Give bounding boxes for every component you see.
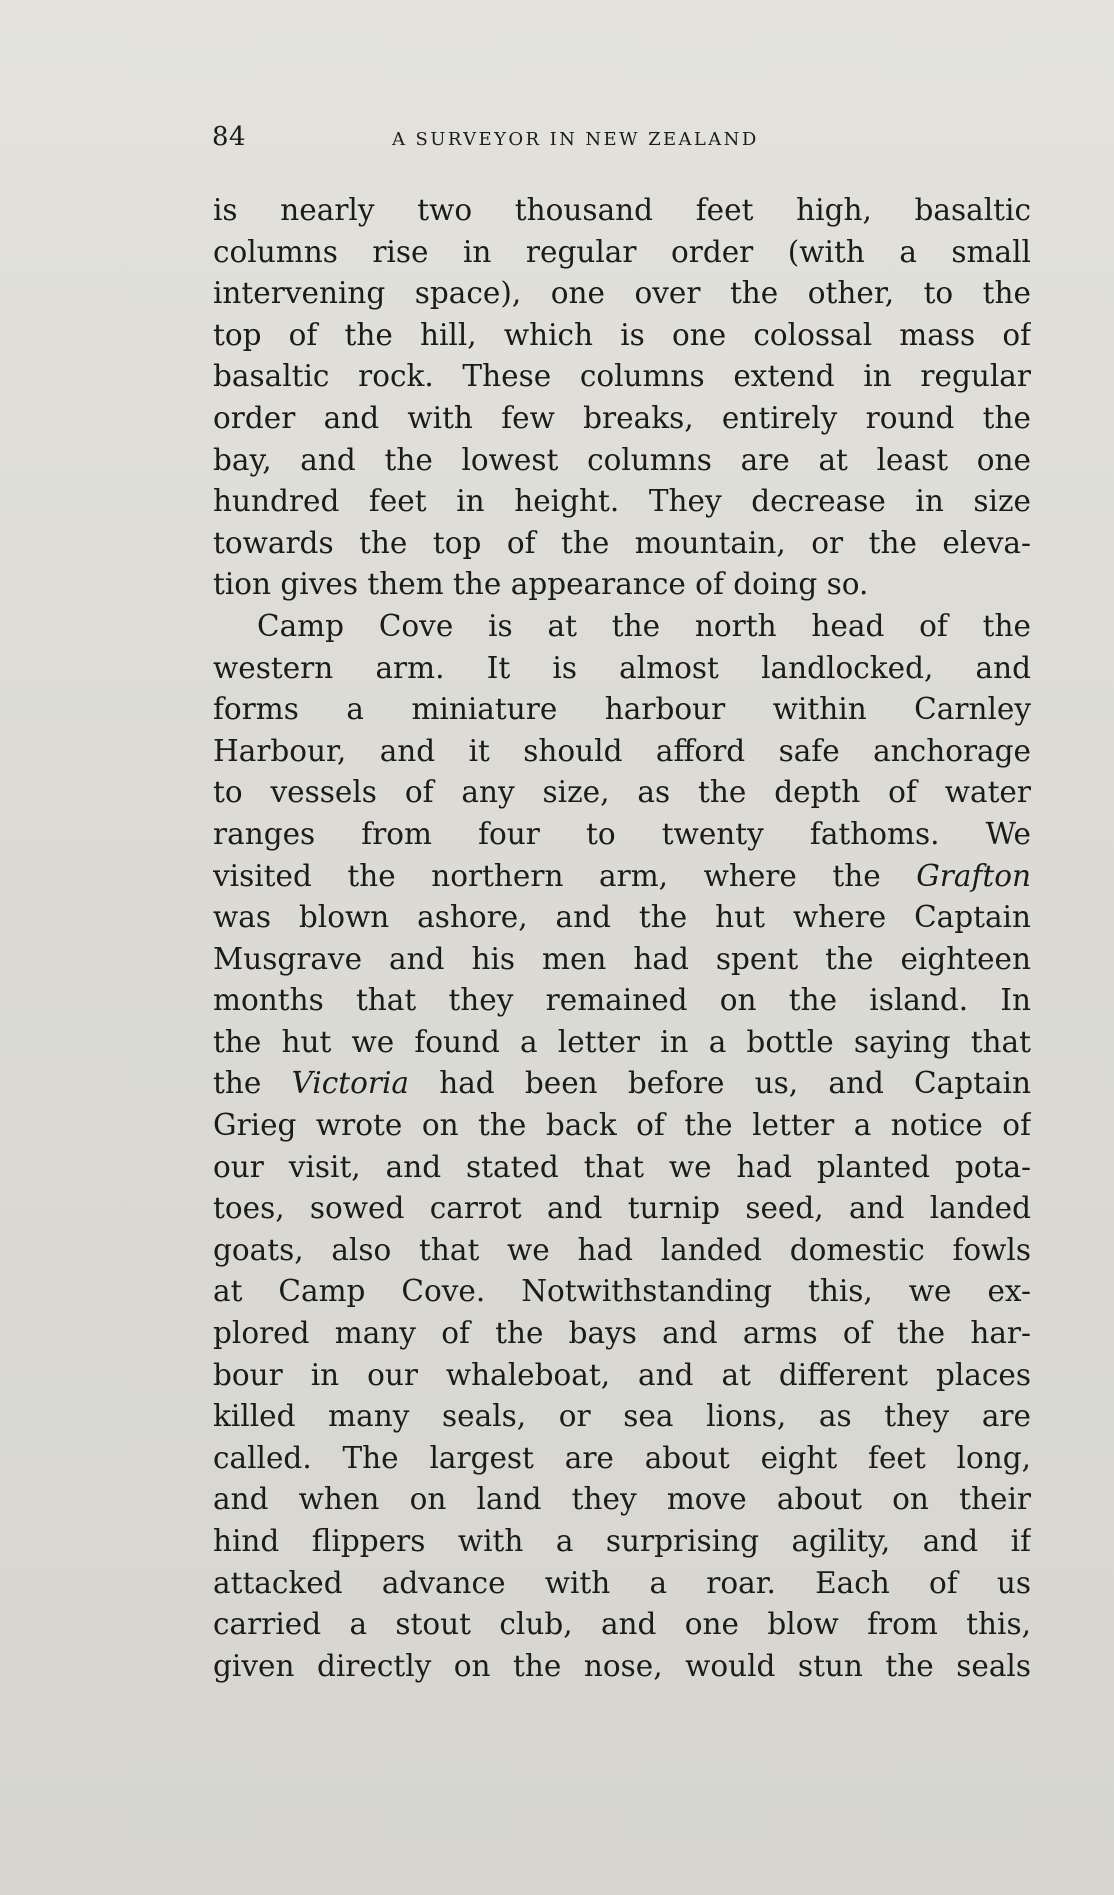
text-line: Musgrave and his men had spent the eighteen (213, 941, 1031, 976)
line-text: visited the northern arm, where the (213, 858, 881, 893)
text-line: order and with few breaks, entirely round the (213, 400, 1031, 435)
text-line: Camp Cove is at the north head of the (257, 608, 1031, 643)
text-line: called. The largest are about eight feet long, (213, 1440, 1031, 1475)
text-line: and when on land they move about on their (213, 1482, 1031, 1517)
text-line: our visit, and stated that we had planted pota- (213, 1149, 1031, 1184)
text-line: towards the top of the mountain, or the eleva- (213, 525, 1031, 560)
text-line (213, 1063, 1031, 1105)
text-line: plored many of the bays and arms of the har- (213, 1316, 1031, 1351)
text-line: tion gives them the appearance of doing so. (213, 567, 869, 602)
text-line: killed many seals, or sea lions, as they are (213, 1399, 1031, 1434)
text-line: Harbour, and it should afford safe anchorage (213, 733, 1031, 768)
line-text: had been before us, and Captain (439, 1066, 1031, 1101)
text-line: columns rise in regular order (with a small (213, 234, 1031, 269)
text-line (213, 856, 1031, 898)
text-line: months that they remained on the island. In (213, 983, 1031, 1018)
text-line: bay, and the lowest columns are at least one (213, 442, 1031, 477)
text-line: top of the hill, which is one colossal mass of (213, 317, 1031, 352)
text-line: carried a stout club, and one blow from this, (213, 1607, 1031, 1642)
text-line: hind flippers with a surprising agility, and if (213, 1524, 1031, 1558)
page-header (212, 122, 852, 162)
text-line: was blown ashore, and the hut where Captain (213, 900, 1031, 935)
ship-name-victoria: Victoria (291, 1066, 409, 1101)
text-line: bour in our whaleboat, and at different places (213, 1357, 1031, 1392)
body-text (213, 190, 1031, 1687)
running-head: A SURVEYOR IN NEW ZEALAND (392, 129, 759, 150)
text-line: Grieg wrote on the back of the letter a notice of (213, 1108, 1031, 1143)
paragraph-2 (213, 606, 1031, 1687)
text-line: the hut we found a letter in a bottle saying that (213, 1024, 1031, 1059)
text-line: forms a miniature harbour within Carnley (213, 692, 1031, 727)
text-line: to vessels of any size, as the depth of water (213, 775, 1031, 810)
text-line: is nearly two thousand feet high, basaltic (213, 193, 1031, 227)
text-line: goats, also that we had landed domestic fowls (213, 1232, 1031, 1267)
page-number: 84 (212, 122, 247, 152)
text-line: ranges from four to twenty fathoms. We (213, 816, 1031, 851)
text-line: at Camp Cove. Notwithstanding this, we ex- (213, 1274, 1031, 1309)
text-line: toes, sowed carrot and turnip seed, and landed (213, 1191, 1031, 1226)
text-line: western arm. It is almost landlocked, and (213, 650, 1031, 685)
line-text: the (213, 1066, 262, 1101)
text-line: hundred feet in height. They decrease in size (213, 484, 1031, 519)
text-line: intervening space), one over the other, to the (213, 276, 1031, 311)
text-line: attacked advance with a roar. Each of us (213, 1565, 1031, 1600)
ship-name-grafton: Grafton (916, 858, 1031, 893)
text-line: given directly on the nose, would stun the seals (213, 1648, 1031, 1683)
text-line: basaltic rock. These columns extend in regular (213, 359, 1031, 394)
paragraph-1 (213, 190, 1031, 606)
